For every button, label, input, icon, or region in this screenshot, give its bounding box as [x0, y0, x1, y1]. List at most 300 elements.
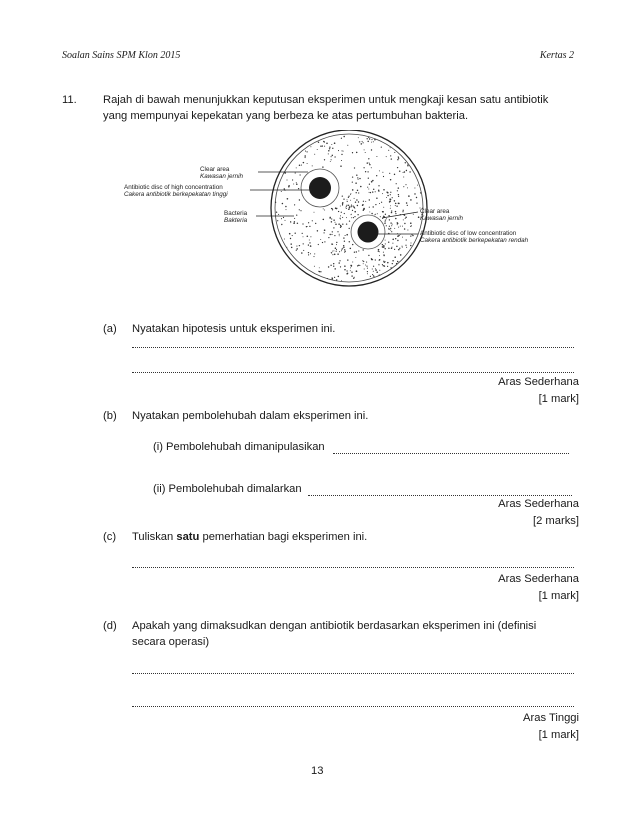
bacteria-dot [382, 193, 383, 194]
bacteria-dot [400, 254, 402, 256]
part-b-marks: [2 marks] [532, 515, 579, 527]
bacteria-dot [356, 251, 357, 252]
bacteria-dot [368, 178, 369, 179]
bacteria-dot [334, 235, 335, 236]
bacteria-dot [333, 250, 334, 251]
bacteria-dot [312, 165, 313, 166]
bacteria-dot [358, 265, 359, 266]
bacteria-dot [292, 235, 293, 236]
bacteria-dot [352, 176, 353, 177]
bacteria-dot [396, 246, 397, 247]
bacteria-dot [373, 189, 374, 190]
question-stem-line2: yang mempunyai kepekatan yang berbeza ke atas pertumbuhan bakteria. [103, 110, 469, 122]
bacteria-dot [324, 241, 325, 242]
bacteria-dot [294, 218, 295, 219]
bacteria-dot [343, 246, 345, 248]
bacteria-dot [353, 205, 354, 206]
bacteria-dot [378, 249, 380, 251]
bacteria-dot [390, 222, 391, 223]
bacteria-dot [350, 248, 352, 250]
bacteria-dot [303, 243, 304, 244]
bacteria-dot [341, 138, 342, 139]
bacteria-dot [287, 198, 289, 200]
part-b-sub-i: (i) Pembolehubah dimanipulasikan [153, 441, 325, 453]
bacteria-dot [367, 162, 368, 163]
bacteria-dot [410, 222, 412, 224]
bacteria-dot [319, 267, 320, 268]
bacteria-dot [340, 225, 341, 226]
bacteria-dot [377, 213, 378, 214]
bacteria-dot [295, 173, 296, 174]
part-a-level: Aras Sederhana [498, 376, 579, 388]
bacteria-dot [371, 149, 372, 150]
bacteria-dot [397, 159, 398, 160]
label-disc-high: Antibiotic disc of high concentration [124, 184, 223, 191]
answer-line-a1[interactable] [132, 347, 574, 348]
bacteria-dot [324, 210, 325, 211]
bacteria-dot [397, 240, 398, 241]
bacteria-dot [329, 148, 330, 149]
bacteria-dot [351, 206, 352, 207]
bacteria-dot [296, 167, 297, 168]
bacteria-dot [398, 187, 399, 188]
part-d-level: Aras Tinggi [523, 712, 579, 724]
bacteria-dot [365, 265, 366, 266]
bacteria-dot [378, 191, 379, 192]
bacteria-dot [390, 192, 391, 193]
bacteria-dot [365, 171, 366, 172]
part-c-label: (c) [103, 531, 117, 543]
bacteria-dot [284, 188, 285, 189]
bacteria-dot [399, 170, 400, 171]
bacteria-dot [342, 224, 343, 225]
bacteria-dot [406, 247, 407, 248]
bacteria-dot [407, 205, 408, 206]
bacteria-dot [405, 218, 406, 219]
bacteria-dot [296, 250, 297, 251]
bacteria-dot [340, 206, 341, 207]
bacteria-dot [356, 270, 358, 272]
bacteria-dot [309, 242, 310, 243]
bacteria-dot [387, 262, 389, 264]
bacteria-dot [334, 156, 335, 157]
part-b-text: Nyatakan pembolehubah dalam eksperimen ini. [132, 410, 369, 422]
label-clear-area-2: Clear area [420, 208, 450, 215]
bacteria-dot [382, 244, 383, 245]
bacteria-dot [405, 184, 406, 185]
label-disc-high-ms: Cakera antibiotik berkepekatan tinggi [124, 191, 228, 198]
bacteria-dot [331, 252, 332, 253]
bacteria-dot [281, 191, 282, 192]
bacteria-dot [388, 228, 389, 229]
bacteria-dot [403, 176, 404, 177]
bacteria-dot [303, 236, 304, 237]
bacteria-dot [335, 247, 337, 249]
bacteria-dot [331, 156, 332, 157]
answer-line-d2[interactable] [132, 706, 574, 707]
antibiotic-disc-low [358, 222, 379, 243]
bacteria-dot [332, 209, 333, 210]
bacteria-dot [310, 146, 311, 147]
bacteria-dot [324, 146, 325, 147]
bacteria-dot [398, 157, 399, 158]
bacteria-dot [368, 137, 369, 138]
bacteria-dot [375, 269, 377, 271]
bacteria-dot [395, 213, 396, 214]
bacteria-dot [391, 212, 393, 214]
bacteria-dot [351, 271, 352, 272]
bacteria-dot [303, 162, 304, 163]
bacteria-dot [359, 178, 360, 179]
bacteria-dot [324, 142, 325, 143]
bacteria-dot [314, 154, 315, 155]
bacteria-dot [394, 152, 395, 153]
bacteria-dot [306, 151, 307, 152]
bacteria-dot [369, 138, 370, 139]
bacteria-dot [369, 164, 370, 165]
bacteria-dot [284, 239, 285, 240]
bacteria-dot [408, 195, 410, 197]
bacteria-dot [307, 235, 309, 237]
bacteria-dot [402, 247, 403, 248]
bacteria-dot [362, 204, 363, 205]
bacteria-dot [322, 242, 323, 243]
bacteria-dot [398, 227, 399, 228]
bacteria-dot [406, 239, 407, 240]
bacteria-dot [380, 216, 381, 217]
bacteria-dot [343, 136, 345, 138]
bacteria-dot [416, 197, 417, 198]
bacteria-dot [373, 266, 374, 267]
bacteria-dot [358, 201, 359, 202]
bacteria-dot [383, 265, 384, 266]
bacteria-dot [351, 214, 352, 215]
bacteria-dot [358, 137, 359, 138]
bacteria-dot [329, 147, 330, 148]
bacteria-dot [341, 212, 342, 213]
bacteria-dot [410, 245, 412, 247]
bacteria-dot [394, 249, 395, 250]
bacteria-dot [350, 270, 351, 271]
bacteria-dot [308, 245, 309, 246]
bacteria-dot [346, 223, 347, 224]
bacteria-dot [388, 150, 389, 151]
part-b-level: Aras Sederhana [498, 498, 579, 510]
bacteria-dot [308, 222, 309, 223]
bacteria-dot [302, 233, 303, 234]
bacteria-dot [336, 244, 337, 245]
bacteria-dot [398, 203, 400, 205]
bacteria-dot [318, 244, 319, 245]
answer-line-d1[interactable] [132, 673, 574, 674]
bacteria-dot [352, 189, 354, 191]
bacteria-dot [343, 151, 344, 152]
bacteria-dot [378, 189, 380, 191]
bacteria-dot [308, 254, 309, 255]
bacteria-dot [332, 278, 334, 280]
bacteria-dot [410, 199, 412, 201]
bacteria-dot [394, 256, 396, 258]
bacteria-dot [310, 236, 311, 237]
bacteria-dot [369, 207, 370, 208]
bacteria-dot [391, 231, 392, 232]
bacteria-dot [348, 209, 349, 210]
bacteria-dot [354, 211, 356, 213]
bacteria-dot [383, 245, 385, 247]
bacteria-dot [390, 155, 391, 156]
bacteria-dot [402, 211, 403, 212]
bacteria-dot [300, 210, 301, 211]
bacteria-dot [386, 197, 387, 198]
bacteria-dot [388, 215, 389, 216]
bacteria-dot [397, 222, 399, 224]
bacteria-dot [390, 194, 391, 195]
bacteria-dot [331, 159, 332, 160]
bacteria-dot [406, 170, 407, 171]
bacteria-dot [376, 175, 377, 176]
bacteria-dot [320, 271, 321, 272]
bacteria-dot [294, 204, 295, 205]
bacteria-dot [326, 143, 328, 145]
bacteria-dot [348, 195, 349, 196]
bacteria-dot [319, 271, 320, 272]
bacteria-dot [390, 179, 391, 180]
bacteria-dot [299, 199, 300, 200]
bacteria-dot [322, 145, 323, 146]
bacteria-dot [365, 201, 366, 202]
bacteria-dot [372, 268, 373, 269]
bacteria-dot [282, 203, 284, 205]
bacteria-dot [350, 267, 351, 268]
bacteria-dot [381, 202, 382, 203]
bacteria-dot [379, 251, 380, 252]
bacteria-dot [331, 218, 332, 219]
bacteria-dot [378, 185, 379, 186]
answer-line-c[interactable] [132, 567, 574, 568]
bacteria-dot [403, 219, 404, 220]
bacteria-dot [392, 263, 393, 264]
answer-line-b-i[interactable] [333, 453, 569, 454]
bacteria-dot [309, 240, 310, 241]
question-number: 11. [62, 94, 77, 106]
bacteria-dot [349, 241, 350, 242]
bacteria-dot [296, 214, 297, 215]
bacteria-dot [364, 149, 365, 150]
bacteria-dot [372, 181, 373, 182]
bacteria-dot [391, 210, 392, 211]
bacteria-dot [376, 271, 378, 273]
bacteria-dot [359, 141, 360, 142]
bacteria-dot [384, 265, 385, 266]
bacteria-dot [301, 165, 302, 166]
bacteria-dot [346, 205, 347, 206]
bacteria-dot [352, 244, 353, 245]
bacteria-dot [317, 230, 318, 231]
bacteria-dot [296, 248, 298, 250]
bacteria-dot [350, 194, 351, 195]
bacteria-dot [369, 199, 370, 200]
bacteria-dot [365, 152, 366, 153]
bacteria-dot [363, 263, 364, 264]
bacteria-dot [375, 214, 376, 215]
bacteria-dot [373, 206, 374, 207]
bacteria-dot [379, 203, 380, 204]
bacteria-dot [357, 265, 358, 266]
bacteria-dot [334, 277, 335, 278]
bacteria-dot [417, 185, 418, 186]
bacteria-dot [334, 254, 336, 256]
bacteria-dot [385, 240, 386, 241]
bacteria-dot [410, 226, 411, 227]
antibiotic-disc-high [309, 177, 331, 199]
bacteria-dot [338, 276, 340, 278]
bacteria-dot [341, 280, 342, 281]
bacteria-dot [373, 271, 374, 272]
bacteria-dot [369, 211, 370, 212]
bacteria-dot [379, 170, 380, 171]
bacteria-dot [336, 251, 337, 252]
bacteria-dot [351, 265, 352, 266]
bacteria-dot [382, 172, 383, 173]
bacteria-dot [278, 214, 279, 215]
bacteria-dot [375, 191, 376, 192]
bacteria-dot [334, 142, 336, 144]
bacteria-dot [331, 144, 332, 145]
bacteria-dot [349, 207, 350, 208]
bacteria-dot [395, 218, 397, 220]
bacteria-dot [372, 191, 373, 192]
bacteria-dot [284, 172, 286, 174]
bacteria-dot [385, 214, 386, 215]
bacteria-dot [396, 183, 397, 184]
bacteria-dot [367, 268, 368, 269]
bacteria-dot [362, 260, 363, 261]
bacteria-dot [341, 154, 342, 155]
bacteria-dot [399, 248, 400, 249]
bacteria-dot [397, 224, 398, 225]
bacteria-dot [384, 221, 385, 222]
part-b-label: (b) [103, 410, 117, 422]
label-clear-area-1-ms: Kawasan jernih [200, 173, 244, 180]
bacteria-dot [314, 253, 315, 254]
bacteria-dot [392, 260, 394, 262]
bacteria-dot [385, 219, 386, 220]
bacteria-dot [363, 142, 364, 143]
bacteria-dot [281, 218, 282, 219]
bacteria-dot [383, 189, 385, 191]
bacteria-dot [367, 171, 368, 172]
bacteria-dot [389, 226, 390, 227]
bacteria-dot [305, 157, 306, 158]
bacteria-dot [331, 221, 332, 222]
bacteria-dot [352, 152, 353, 153]
bacteria-dot [322, 166, 323, 167]
label-clear-area-2-ms: Kawasan jernih [420, 215, 464, 222]
bacteria-dot [398, 156, 399, 157]
bacteria-dot [352, 210, 353, 211]
bacteria-dot [352, 261, 353, 262]
page-number: 13 [311, 765, 324, 777]
bacteria-dot [374, 214, 375, 215]
bacteria-dot [371, 213, 373, 215]
bacteria-dot [343, 237, 344, 238]
bacteria-dot [312, 220, 313, 221]
part-c-bold-word: satu [176, 531, 200, 543]
bacteria-dot [344, 213, 345, 214]
bacteria-dot [404, 228, 406, 230]
bacteria-dot [342, 202, 343, 203]
bacteria-dot [371, 142, 372, 143]
label-bacteria-ms: Bakteria [224, 217, 248, 224]
bacteria-dot [390, 228, 391, 229]
bacteria-dot [369, 192, 370, 193]
bacteria-dot [391, 247, 393, 249]
header-right: Kertas 2 [539, 50, 574, 61]
bacteria-dot [375, 259, 376, 260]
bacteria-dot [341, 150, 342, 151]
bacteria-dot [332, 254, 333, 255]
bacteria-dot [357, 177, 358, 178]
bacteria-dot [381, 147, 382, 148]
bacteria-dot [366, 262, 367, 263]
bacteria-dot [385, 248, 386, 249]
bacteria-dot [395, 211, 396, 212]
bacteria-dot [290, 243, 291, 244]
bacteria-dot [354, 216, 355, 217]
bacteria-dot [405, 245, 406, 246]
bacteria-dot [351, 204, 352, 205]
bacteria-dot [387, 192, 389, 194]
bacteria-dot [395, 203, 397, 205]
bacteria-dot [390, 208, 391, 209]
bacteria-dot [305, 151, 306, 152]
bacteria-dot [314, 266, 315, 267]
bacteria-dot [397, 261, 399, 263]
bacteria-dot [283, 217, 284, 218]
part-c-text: Tuliskan satu pemerhatian bagi eksperimen ini. [132, 531, 368, 543]
bacteria-dot [289, 233, 291, 235]
bacteria-dot [293, 222, 295, 224]
bacteria-dot [376, 198, 377, 199]
bacteria-dot [372, 259, 373, 260]
bacteria-dot [342, 217, 343, 218]
answer-line-a2[interactable] [132, 372, 574, 373]
bacteria-dot [346, 234, 348, 236]
bacteria-dot [367, 273, 368, 274]
bacteria-dot [388, 241, 389, 242]
bacteria-dot [390, 147, 391, 148]
bacteria-dot [391, 225, 392, 226]
bacteria-dot [394, 228, 395, 229]
bacteria-dot [332, 208, 333, 209]
bacteria-dot [384, 254, 385, 255]
bacteria-dot [389, 200, 391, 202]
bacteria-dot [387, 195, 388, 196]
bacteria-dot [398, 194, 399, 195]
bacteria-dot [303, 250, 304, 251]
bacteria-dot [413, 214, 414, 215]
bacteria-dot [357, 190, 358, 191]
bacteria-dot [385, 261, 386, 262]
bacteria-dot [328, 153, 329, 154]
bacteria-dot [309, 226, 310, 227]
bacteria-dot [391, 158, 392, 159]
bacteria-dot [344, 252, 345, 253]
bacteria-dot [357, 214, 358, 215]
bacteria-dot [338, 262, 340, 264]
bacteria-dot [348, 205, 349, 206]
bacteria-dot [341, 160, 342, 161]
